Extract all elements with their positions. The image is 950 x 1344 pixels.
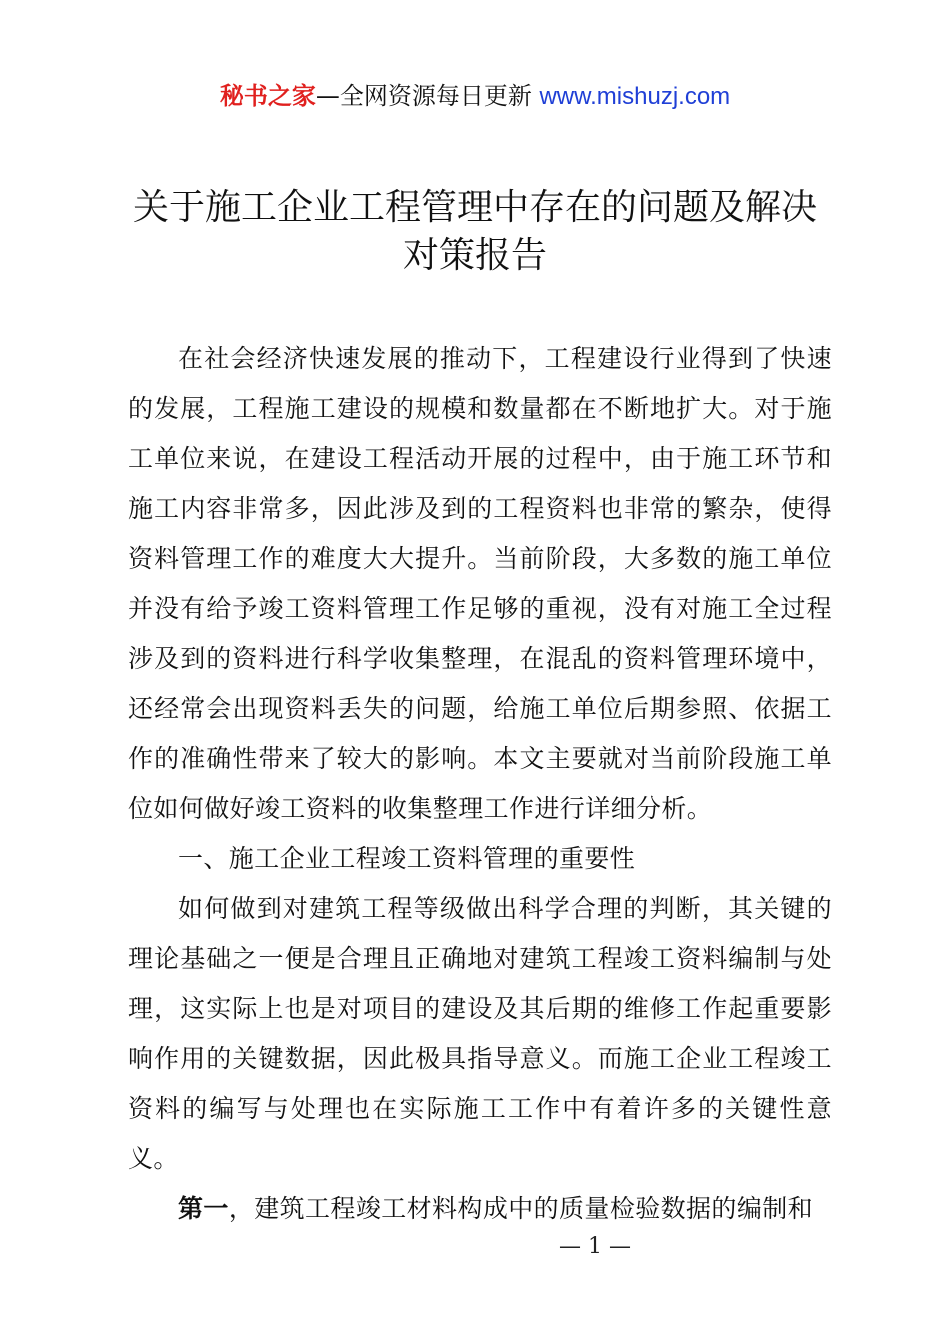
site-header [0, 80, 950, 113]
title-line-2: 对策报告 [402, 235, 547, 276]
brand-name: 秘书之家 [219, 82, 316, 110]
first-point-text: ，建筑工程竣工材料构成中的质量检验数据的编制和 [228, 1194, 814, 1223]
section-heading-1: 一、施工企业工程竣工资料管理的重要性 [178, 844, 636, 873]
document-title [60, 184, 890, 280]
document-body [128, 334, 832, 1234]
header-slogan: —全网资源每日更新 [315, 82, 540, 110]
paragraph-intro: 在社会经济快速发展的推动下，工程建设行业得到了快速的发展，工程施工建设的规模和数量都在不断地扩大。对于施工单位来说，在建设工程活动开展的过程中，由于施工环节和施工内容非常多，因此涉及到的工程资料也非常的繁杂，使得资料管理工作的难度大大提升。当前阶段，大多数的施工单位并没有给予竣工资料管理工作足够的重视，没有对施工全过程涉及到的资料进行科学收集整理，在混乱的资料管理环境中，还经常会出现资料丢失的问题，给施工单位后期参照、依据工作的准确性带来了较大的影响。本文主要就对当前阶段施工单位如何做好竣工资料的收集整理工作进行详细分析。 [128, 344, 832, 823]
page-number: — 1 — [559, 1234, 631, 1259]
paragraph-first-point [128, 1184, 832, 1234]
header-url-link[interactable]: www.mishuzj.com [539, 83, 731, 110]
title-line-1: 关于施工企业工程管理中存在的问题及解决 [132, 187, 817, 228]
paragraph-importance: 如何做到对建筑工程等级做出科学合理的判断，其关键的理论基础之一便是合理且正确地对建筑工程竣工资料编制与处理，这实际上也是对项目的建设及其后期的维修工作起重要影响作用的关键数据，因此极具指导意义。而施工企业工程竣工资料的编写与处理也在实际施工工作中有着许多的关键性意义。 [128, 894, 832, 1173]
first-point-label: 第一 [178, 1194, 229, 1223]
